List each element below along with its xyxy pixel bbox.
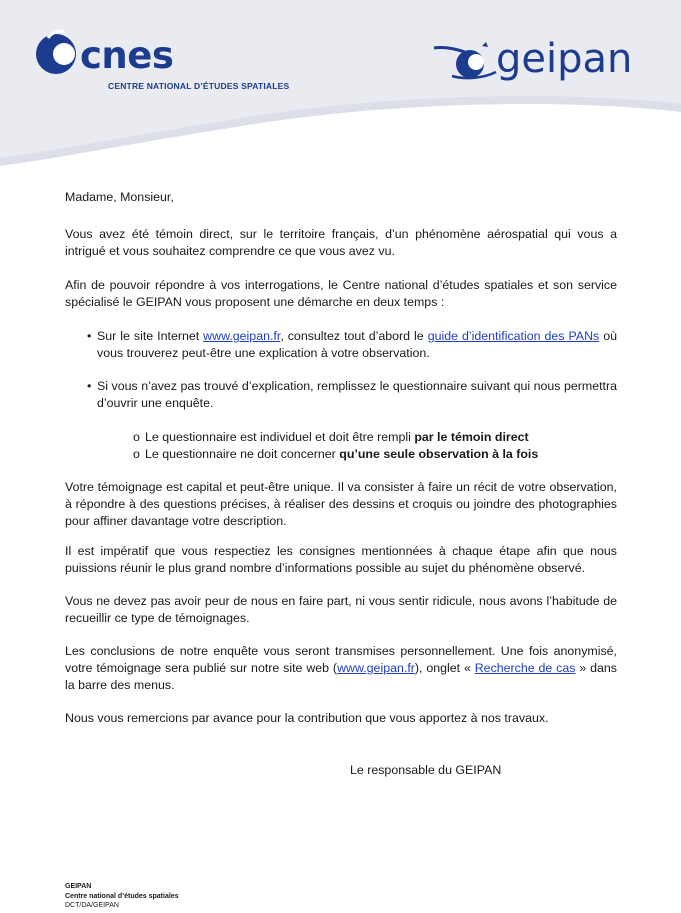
circle-bullet-icon: o [133, 430, 140, 444]
geipan-site-link[interactable]: www.geipan.fr [203, 329, 281, 343]
bullet-consult-site: • Sur le site Internet www.geipan.fr, consultez tout d’abord le guide d’identification des PANs où vous trouverez peut-être une explication à votre observation. [87, 329, 617, 360]
bullet-dot-icon: • [87, 379, 92, 393]
cnes-wordmark: cnes [80, 34, 174, 77]
paragraph-approach: Afin de pouvoir répondre à vos interrogations, le Centre national d’études spatiales et son service spécialisé le GEIPAN vous proposent une démarche en deux temps : [65, 278, 617, 309]
bullet-questionnaire: • Si vous n’avez pas trouvé d’explication, remplissez le questionnaire suivant qui nous permettra d’ouvrir une enquête. [87, 379, 617, 410]
geipan-site-link-2[interactable]: www.geipan.fr [337, 661, 415, 675]
footer-center: Centre national d’études spatiales [65, 892, 179, 900]
geipan-wordmark: geipan [496, 36, 633, 82]
footer [65, 882, 179, 911]
paragraph-thanks: Nous vous remercions par avance pour la contribution que vous apportez à nos travaux. [65, 711, 549, 725]
identification-guide-link[interactable]: guide d’identification des PANs [427, 329, 600, 343]
sub-bullet-single-observation: o Le questionnaire ne doit concerner qu’une seule observation à la fois [133, 447, 539, 461]
case-search-link[interactable]: Recherche de cas [474, 661, 576, 675]
footer-org: GEIPAN [65, 883, 92, 890]
paragraph-conclusions: Les conclusions de notre enquête vous seront transmises personnellement. Une fois anonymisé, votre témoignage sera publié sur notre site web (www.geipan.fr), onglet « Recherche de cas » dans la barre des menus. [65, 644, 617, 692]
header-background [0, 0, 681, 170]
paragraph-instructions: Il est impératif que vous respectiez les consignes mentionnées à chaque étape afin que nous puissions réunir le plus grand nombre d’informations possible au sujet du phénomène observé. [65, 544, 617, 575]
footer-department: DCT/DA/GEIPAN [65, 902, 119, 909]
sub-bullet-individual: o Le questionnaire est individuel et doit être rempli par le témoin direct [133, 430, 529, 444]
paragraph-reassurance: Vous ne devez pas avoir peur de nous en faire part, ni vous sentir ridicule, nous avons l’habitude de recueillir ce type de témoignages. [65, 594, 617, 625]
cnes-subtitle: CENTRE NATIONAL D’ÉTUDES SPATIALES [108, 81, 290, 91]
bullet-dot-icon: • [87, 329, 92, 343]
paragraph-testimony: Votre témoignage est capital et peut-être unique. Il va consister à faire un récit de votre observation, à répondre à des questions précises, à réaliser des dessins et croquis ou joindre des photographies pour affiner davantage votre description. [65, 480, 617, 528]
circle-bullet-icon: o [133, 447, 140, 461]
cnes-logo-icon [34, 30, 80, 76]
paragraph-intro: Vous avez été témoin direct, sur le territoire français, d’un phénomène aérospatial qui vous a intrigué et vous souhaitez comprendre ce que vous avez vu. [65, 227, 617, 258]
signature: Le responsable du GEIPAN [350, 763, 502, 777]
greeting: Madame, Monsieur, [65, 190, 174, 204]
geipan-logo-icon [432, 42, 498, 84]
